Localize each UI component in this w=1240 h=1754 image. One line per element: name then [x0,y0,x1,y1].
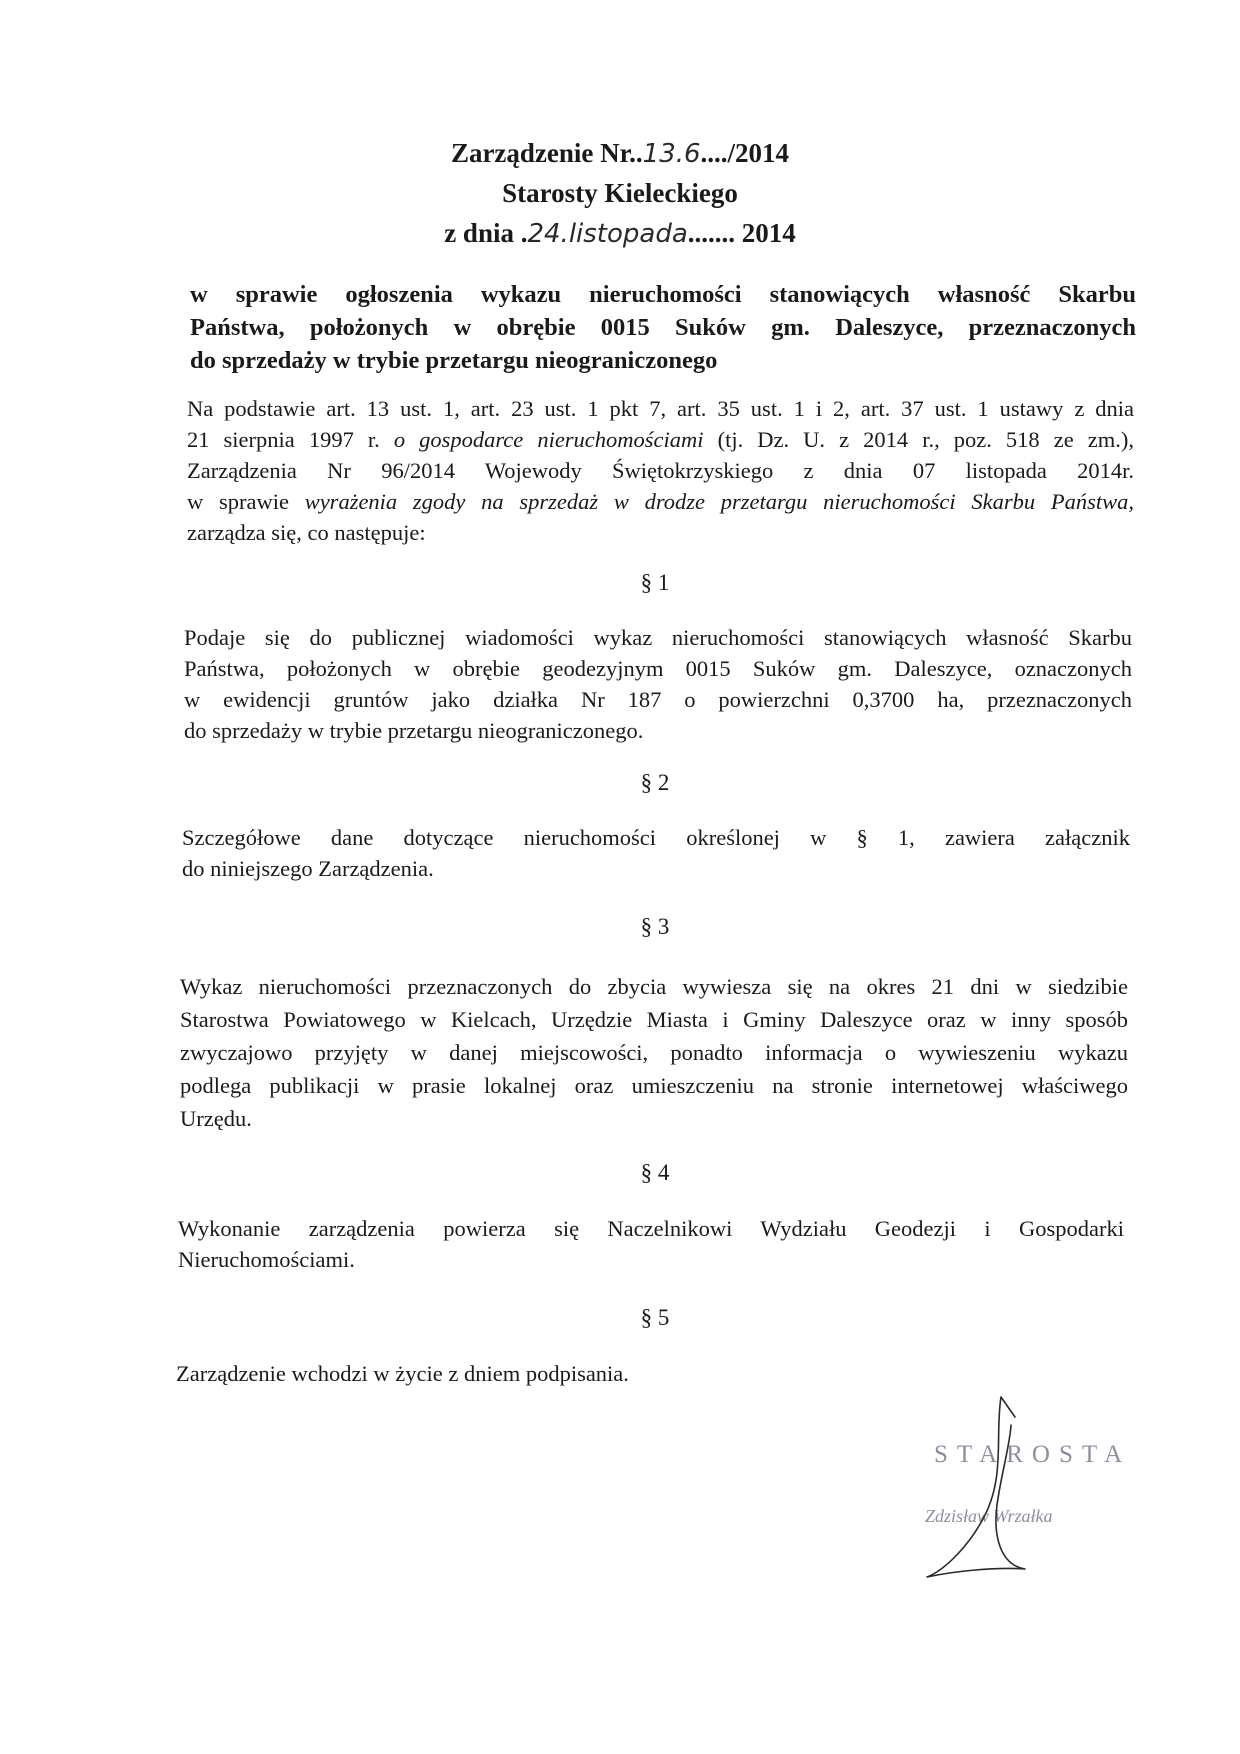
order-number-suffix: ..../2014 [700,138,790,168]
body-line: Nieruchomościami. [178,1247,355,1272]
subject-block [190,278,1136,377]
preamble-line [187,486,1134,517]
body-line: zwyczajowo przyjęty w danej miejscowości, ponadto informacja o wywieszeniu wykazu [180,1040,1128,1065]
section-1-body [184,622,1132,746]
body-line: Zarządzenie wchodzi w życie z dniem podpisania. [176,1361,629,1386]
stamp-name: Zdzisław Wrzałka [925,1506,1053,1526]
preamble-text: (tj. Dz. U. z 2014 r., poz. 518 ze zm.), [703,427,1134,452]
section-3-body [180,970,1128,1135]
subject-line: Państwa, położonych w obrębie 0015 Suków gm. Daleszyce, przeznaczonych [190,314,1136,341]
body-line: do niniejszego Zarządzenia. [182,856,434,881]
section-2-body [182,822,1130,884]
stamp-title: STAROSTA [934,1441,1132,1468]
subject-line: do sprzedaży w trybie przetargu nieograniczonego [190,347,718,374]
preamble [187,393,1134,548]
preamble-line: Na podstawie art. 13 ust. 1, art. 23 ust. 1 pkt 7, art. 35 ust. 1 i 2, art. 37 ust. 1 ustawy z dnia [187,396,1134,421]
body-line: Podaje się do publicznej wiadomości wykaz nieruchomości stanowiących własność Skarbu [184,625,1132,650]
body-line: Państwa, położonych w obrębie geodezyjnym 0015 Suków gm. Daleszyce, oznaczonych [184,656,1132,681]
date-prefix: z dnia . [444,218,528,248]
body-line: Wykonanie zarządzenia powierza się Naczelnikowi Wydziału Geodezji i Gospodarki [178,1216,1124,1241]
body-line: podlega publikacji w prasie lokalnej oraz umieszczeniu na stronie internetowej właściwego [180,1073,1128,1098]
handwritten-signature [915,1395,1095,1585]
order-title [0,138,1240,169]
order-number-prefix: Zarządzenie Nr.. [450,138,643,168]
section-1-heading: § 1 [640,570,670,595]
issuer-title: Starosty Kieleckiego [502,178,738,208]
preamble-line [187,424,1134,455]
section-5-body [176,1358,1122,1389]
date-suffix: ....... 2014 [687,218,796,248]
body-line: Starostwa Powiatowego w Kielcach, Urzędzie Miasta i Gminy Daleszyce oraz w inny sposób [180,1007,1128,1032]
handwritten-order-number: 13.6 [642,139,701,169]
preamble-text: 21 sierpnia 1997 r. [187,427,394,452]
body-line: do sprzedaży w trybie przetargu nieograniczonego. [184,718,644,743]
subject-line: w sprawie ogłoszenia wykazu nieruchomości stanowiących własność Skarbu [190,281,1136,308]
consent-title: wyrażenia zgody na sprzedaż w drodze przetargu nieruchomości Skarbu Państwa, [304,489,1134,514]
handwritten-date: 24.listopada [527,219,688,249]
section-4-body [178,1213,1124,1275]
preamble-line: Zarządzenia Nr 96/2014 Wojewody Świętokrzyskiego z dnia 07 listopada 2014r. [187,458,1134,483]
body-line: w ewidencji gruntów jako działka Nr 187 o powierzchni 0,3700 ha, przeznaczonych [184,687,1132,712]
section-2-heading: § 2 [640,770,670,795]
section-3-heading: § 3 [640,914,670,939]
body-line: Szczegółowe dane dotyczące nieruchomości określonej w § 1, zawiera załącznik [182,825,1130,850]
act-title: o gospodarce nieruchomościami [393,427,704,452]
preamble-line: zarządza się, co następuje: [187,520,426,545]
section-5-heading: § 5 [640,1305,670,1330]
order-date [0,218,1240,249]
body-line: Wykaz nieruchomości przeznaczonych do zbycia wywiesza się na okres 21 dni w siedzibie [180,974,1128,999]
section-4-heading: § 4 [640,1160,670,1185]
preamble-text: w sprawie [187,489,305,514]
body-line: Urzędu. [180,1106,252,1131]
